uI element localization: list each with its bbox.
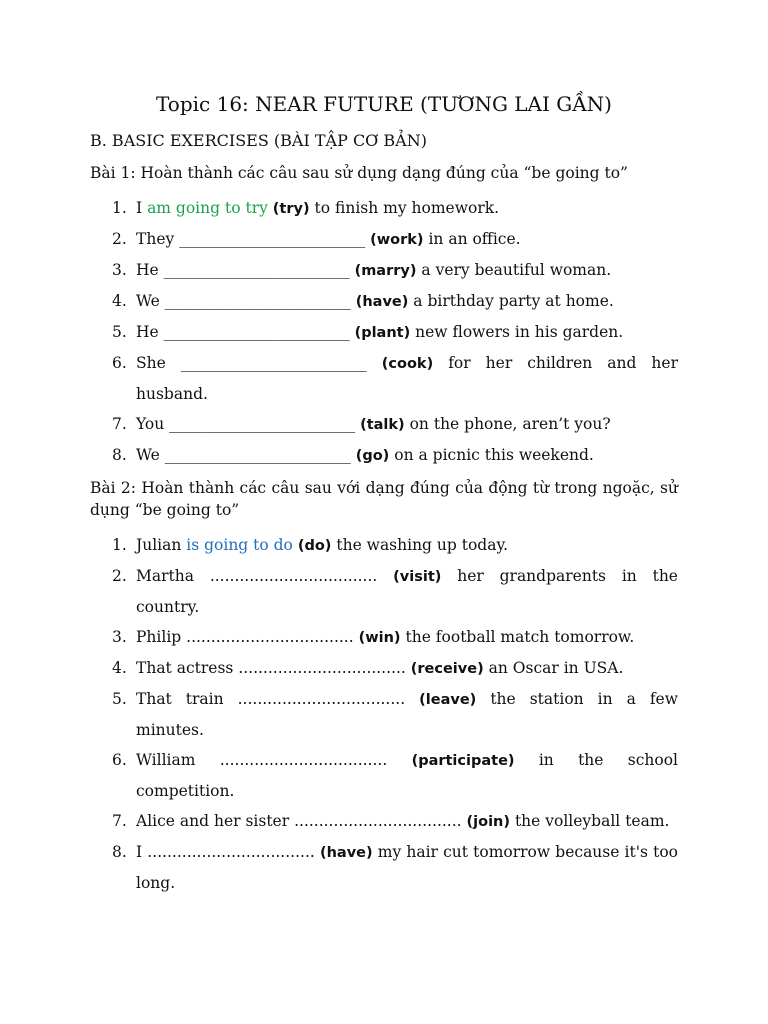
answer-blank[interactable]: ________________________: [164, 292, 351, 310]
answer-blank[interactable]: ________________________: [163, 323, 350, 341]
page-title: Topic 16: NEAR FUTURE (TƯƠNG LAI GẦN): [156, 92, 612, 116]
exercise-item: 3. Philip .................................. (win) the football match tomorrow.: [112, 628, 635, 646]
answer-blank[interactable]: ________________________: [179, 230, 366, 248]
exercise-item: 7. Alice and her sister .................................. (join) the volleyball team.: [112, 812, 670, 830]
answer-blank[interactable]: ..................................: [237, 690, 406, 708]
exercise-item: 4. We ________________________ (have) a birthday party at home.: [112, 292, 614, 310]
exercise-item: 4. That actress .................................. (receive) an Oscar in USA.: [112, 659, 624, 677]
answer-blank[interactable]: ..................................: [147, 843, 315, 861]
exercise-item: 5. He ________________________ (plant) new flowers in his garden.: [112, 323, 624, 341]
answer-blank[interactable]: ..................................: [238, 659, 406, 677]
exercise-item: 5. That train .................................. (leave) the station in a few minutes.: [112, 690, 678, 739]
exercise-item: 2. They ________________________ (work) in an office.: [112, 230, 521, 248]
exercise-item: 1. Julian is going to do (do) the washing up today.: [112, 536, 509, 554]
exercise-item: 6. William .................................. (participate) in the school competition.: [112, 751, 678, 800]
exercise-item: 8. We ________________________ (go) on a picnic this weekend.: [112, 446, 594, 464]
answer-blank[interactable]: ..................................: [219, 751, 388, 769]
exercise-item: 3. He ________________________ (marry) a very beautiful woman.: [112, 261, 612, 279]
exercise-2-list: [90, 530, 678, 898]
answer-blank[interactable]: ..................................: [186, 628, 354, 646]
exercise-2-heading: Bài 2: Hoàn thành các câu sau với dạng đúng của động từ trong ngoặc, sử dụng “be going to”: [90, 479, 678, 519]
section-heading: B. BASIC EXERCISES (BÀI TẬP CƠ BẢN): [90, 131, 427, 150]
exercise-item: 7. You ________________________ (talk) on the phone, aren’t you?: [112, 415, 611, 433]
answer-blank[interactable]: ________________________: [164, 446, 351, 464]
answer-text: am going to try: [147, 199, 268, 217]
exercise-1-heading: Bài 1: Hoàn thành các câu sau sử dụng dạng đúng của “be going to”: [90, 164, 628, 182]
answer-blank[interactable]: ________________________: [163, 261, 350, 279]
exercise-item: 8. I .................................. (have) my hair cut tomorrow because it's too long.: [112, 843, 678, 892]
exercise-item: 2. Martha .................................. (visit) her grandparents in the country.: [112, 567, 678, 616]
answer-blank[interactable]: ..................................: [209, 567, 378, 585]
answer-blank[interactable]: ..................................: [294, 812, 462, 830]
answer-text: is going to do: [186, 536, 293, 554]
answer-blank[interactable]: ________________________: [180, 354, 367, 372]
exercise-item: 6. She ________________________ (cook) for her children and her husband.: [112, 354, 678, 403]
exercise-item: 1. I am going to try (try) to finish my homework.: [112, 199, 500, 217]
answer-blank[interactable]: ________________________: [169, 415, 356, 433]
exercise-1-list: [90, 193, 678, 471]
